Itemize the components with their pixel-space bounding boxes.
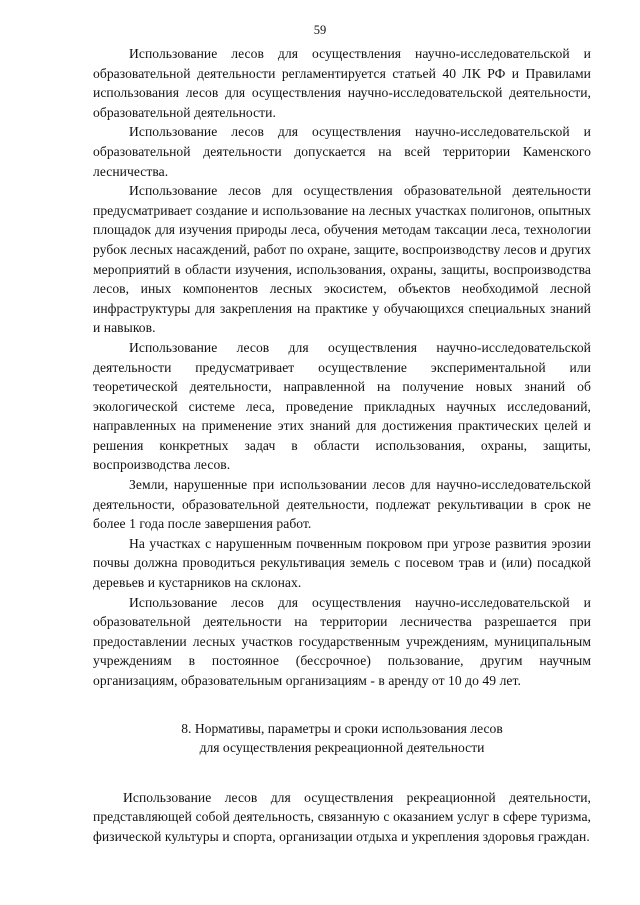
paragraph-territory: Использование лесов для осуществления научно-исследовательской и образовательной деятельности допускается на всей территории Каменского лесничества. (93, 124, 591, 179)
paragraph-research-use: Использование лесов для осуществления научно-исследовательской деятельности предусматривает осуществление экспериментальной или теоретической деятельности, направленной на получение новых знаний об экологической системе леса, проведение прикладных научных исследований, направленных на применение этих знаний для достижения практических целей и решения конкретных задач в области использования, охраны, защиты, воспроизводства лесов. (93, 339, 591, 473)
paragraph-land-provision: Использование лесов для осуществления научно-исследовательской и образовательной деятельности на территории лесничества разрешается при предоставлении лесных участков государственным учреждениям, муниципальным учреждениям в постоянное (бессрочное) пользование, другим научным организациям, образовательным организациям - в аренду от 10 до 49 лет. (93, 594, 591, 688)
paragraph-erosion-reclamation: На участках с нарушенным почвенным покровом при угрозе развития эрозии почвы должна проводиться рекультивация земель с посевом трав и (или) посадкой деревьев и кустарников на склонах. (93, 535, 591, 591)
page-content (93, 44, 591, 847)
paragraph-reclamation-deadline: Земли, нарушенные при использовании лесов для научно-исследовательской деятельности, образовательной деятельности, подлежат рекультивации в срок не более 1 года после завершения работ. (93, 477, 591, 532)
page-number: 59 (313, 23, 327, 37)
paragraph-educational-use: Использование лесов для осуществления образовательной деятельности предусматривает создание и использование на лесных участках полигонов, опытных площадок для изучения природы леса, обучения методам таксации леса, технологии рубок лесных насаждений, работ по охране, защите, воспроизводству лесов и других мероприятий в области изучения, использования, охраны, защиты, воспроизводства лесов, иных компонентов лесных экосистем, объектов необходимой лесной инфраструктуры для закрепления на практике у обучающихся специальных знаний и навыков. (93, 183, 591, 336)
section-heading-line-1: 8. Нормативы, параметры и сроки использования лесов (181, 720, 503, 736)
section-heading-line-2: для осуществления рекреационной деятельности (199, 740, 485, 756)
paragraph-legal-basis: Использование лесов для осуществления научно-исследовательской и образовательной деятельности регламентируется статьей 40 ЛК РФ и Правилами использования лесов для осуществления научно-исследовательской деятельности, образовательной деятельности. (93, 46, 591, 120)
paragraph-recreational-use: Использование лесов для осуществления рекреационной деятельности, представляющей собой деятельность, связанную с оказанием услуг в сфере туризма, физической культуры и спорта, организации отдыха и укрепления здоровья граждан. (93, 789, 591, 844)
section-heading (93, 719, 591, 758)
